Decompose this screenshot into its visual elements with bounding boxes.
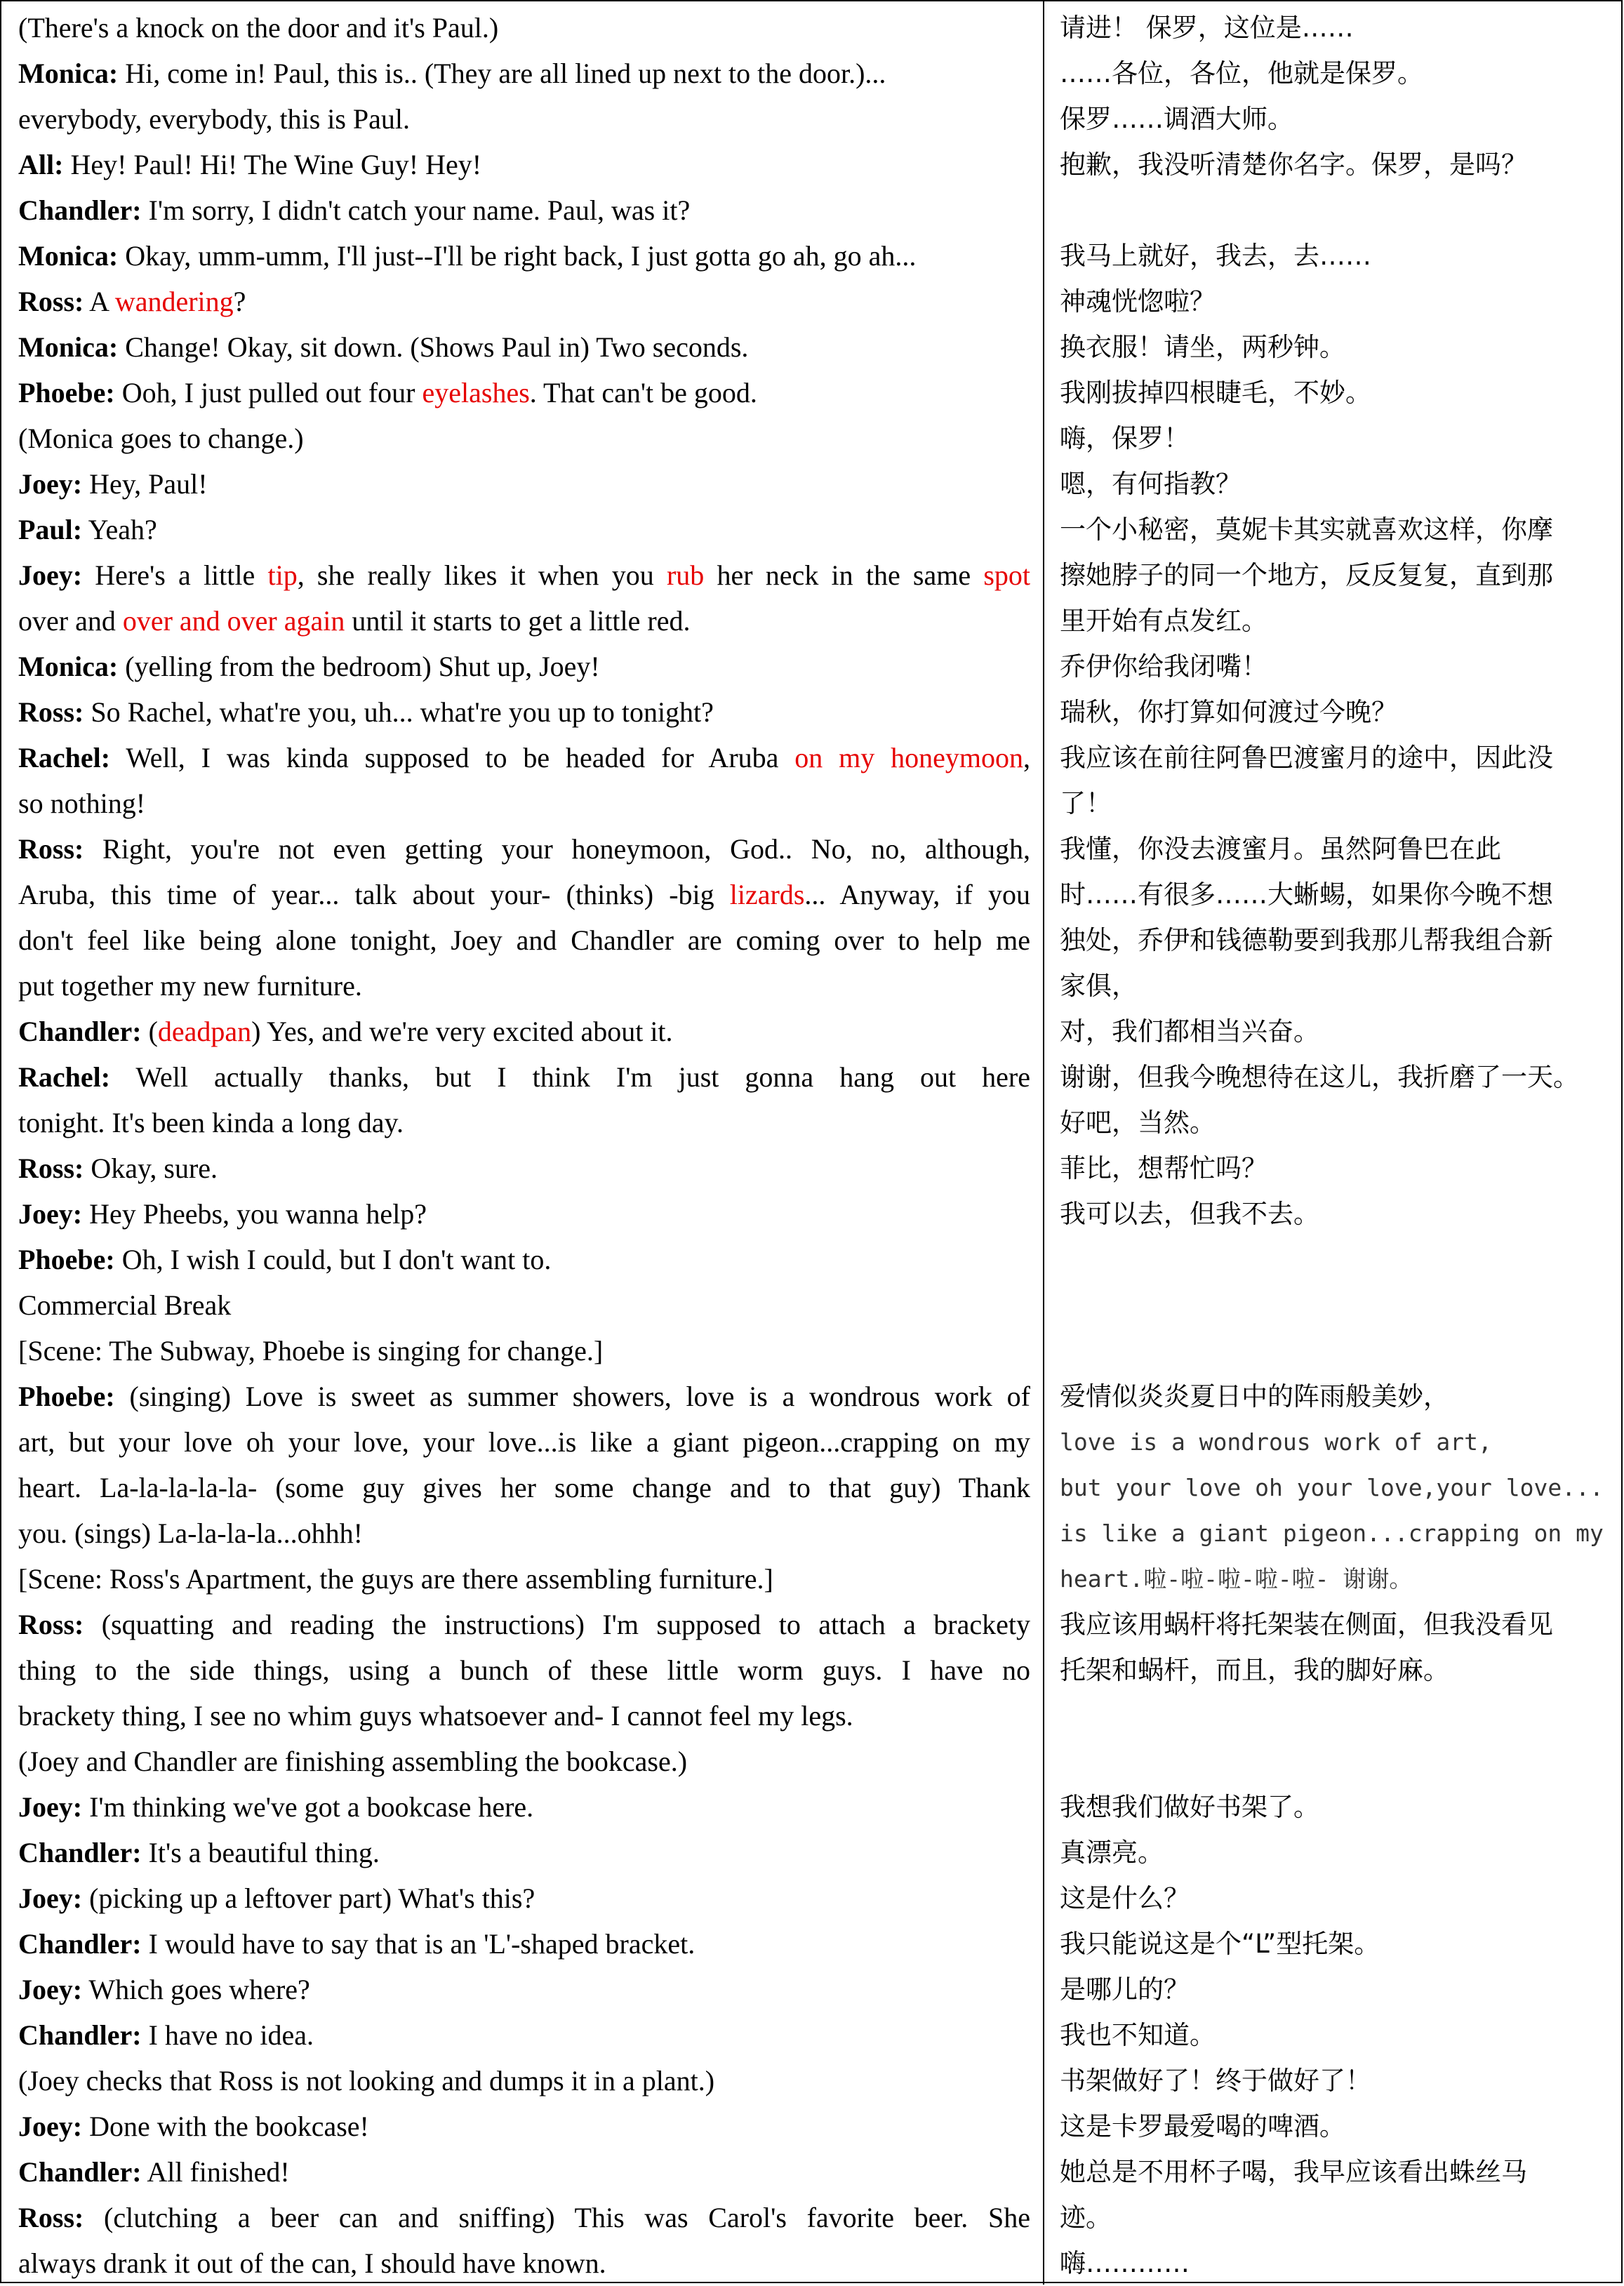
speaker-name: Ross: xyxy=(18,286,84,317)
dialogue-text: Oh, I wish I could, but I don't want to. xyxy=(114,1244,552,1275)
speaker-name: Chandler: xyxy=(18,1928,142,1960)
speaker-name: Chandler: xyxy=(18,2156,142,2188)
script-line xyxy=(1,1739,1043,1784)
highlighted-vocab: wandering xyxy=(114,286,234,317)
speaker-name: Monica: xyxy=(18,58,119,89)
script-line xyxy=(1,96,1043,142)
translation-line: 保罗……调酒大师。 xyxy=(1060,104,1293,134)
dialogue-text: don't feel like being alone tonight, Joey and Chandler are coming over to help me xyxy=(18,924,1030,956)
dialogue-text: (clutching a beer can and sniffing) This was Carol's favorite beer. She xyxy=(84,2202,1030,2233)
script-line xyxy=(1,735,1043,780)
speaker-name: Monica: xyxy=(18,651,119,682)
dialogue-text: Right, you're not even getting your honeymoon, God.. No, no, although, xyxy=(84,833,1030,865)
speaker-name: Joey: xyxy=(18,1882,83,1914)
dialogue-text: (yelling from the bedroom) Shut up, Joey! xyxy=(118,651,600,682)
highlighted-vocab: tip xyxy=(267,559,298,591)
script-line xyxy=(1,233,1043,279)
translation-line: 谢谢，但我今晚想待在这儿，我折磨了一天。 xyxy=(1060,1062,1579,1092)
translation-line: 迹。 xyxy=(1060,2202,1112,2233)
dialogue-text: Commercial Break xyxy=(18,1289,232,1321)
speaker-name: Ross: xyxy=(18,833,84,865)
script-line xyxy=(1,1100,1043,1145)
script-line xyxy=(1,1967,1043,2012)
dialogue-text: Okay, sure. xyxy=(84,1152,218,1184)
translation-line xyxy=(1044,1693,1624,1739)
translation-line: 瑞秋，你打算如何渡过今晚？ xyxy=(1060,697,1397,727)
script-line xyxy=(1,2104,1043,2149)
highlighted-vocab: over and over again xyxy=(122,605,345,637)
speaker-name: Chandler: xyxy=(18,1837,142,1868)
translation-line: 对，我们都相当兴奋。 xyxy=(1060,1016,1319,1046)
script-line xyxy=(1,2195,1043,2240)
speaker-name: Joey: xyxy=(18,2111,83,2142)
dialogue-text: everybody, everybody, this is Paul. xyxy=(18,103,411,135)
script-line xyxy=(1,644,1043,689)
dialogue-text: Hey Pheebs, you wanna help? xyxy=(82,1198,427,1230)
translation-line: heart.啦-啦-啦-啦-啦- 谢谢。 xyxy=(1060,1565,1413,1593)
dialogue-text: ... Anyway, if you xyxy=(804,879,1031,910)
dialogue-text: Hi, come in! Paul, this is.. (They are all lined up next to the door.)... xyxy=(118,58,886,89)
speaker-name: Joey: xyxy=(18,1974,83,2005)
script-line xyxy=(1,2058,1043,2104)
translation-line: 抱歉，我没听清楚你名字。保罗，是吗？ xyxy=(1060,149,1527,180)
script-line xyxy=(1,1602,1043,1647)
speaker-name: Phoebe: xyxy=(18,1244,115,1275)
dialogue-text: (picking up a leftover part) What's this? xyxy=(82,1882,535,1914)
script-line xyxy=(1,1465,1043,1510)
dialogue-text: [Scene: Ross's Apartment, the guys are there assembling furniture.] xyxy=(18,1563,773,1595)
script-line xyxy=(1,461,1043,507)
dialogue-text: [Scene: The Subway, Phoebe is singing for change.] xyxy=(18,1335,604,1367)
script-line xyxy=(1,1282,1043,1328)
translation-line: 请进！ 保罗，这位是…… xyxy=(1060,13,1354,43)
translation-line: 嗨………… xyxy=(1060,2248,1190,2278)
dialogue-text: ? xyxy=(233,286,246,317)
dialogue-text: All finished! xyxy=(141,2156,290,2188)
translation-line: 嗯，有何指教？ xyxy=(1060,469,1242,499)
translation-line: love is a wondrous work of art, xyxy=(1060,1428,1492,1456)
dialogue-text: Okay, umm-umm, I'll just--I'll be right back, I just gotta go ah, go ah... xyxy=(118,240,917,272)
translation-line: but your love oh your love,your love... xyxy=(1060,1474,1604,1501)
highlighted-vocab: eyelashes xyxy=(422,377,530,408)
translation-line: 我马上就好，我去，去…… xyxy=(1060,241,1371,271)
translation-line: 独处，乔伊和钱德勒要到我那儿帮我组合新 xyxy=(1060,925,1553,955)
translation-line: 我也不知道。 xyxy=(1060,2020,1216,2050)
speaker-name: Monica: xyxy=(18,240,119,272)
speaker-name: Phoebe: xyxy=(18,377,115,408)
dialogue-text: Here's a little xyxy=(82,559,268,591)
dialogue-text: put together my new furniture. xyxy=(18,970,362,1002)
dialogue-text: art, but your love oh your love, your love...is like a giant pigeon...crapping on my xyxy=(18,1426,1030,1458)
dialogue-text: A xyxy=(84,286,115,317)
dialogue-text: So Rachel, what're you, uh... what're you up to tonight? xyxy=(84,696,714,728)
script-line xyxy=(1,5,1043,51)
translation-line: 好吧，当然。 xyxy=(1060,1108,1216,1138)
script-line xyxy=(1,1374,1043,1419)
translation-line: 这是卡罗最爱喝的啤酒。 xyxy=(1060,2111,1345,2141)
dialogue-text: I have no idea. xyxy=(141,2019,314,2051)
dialogue-text: thing to the side things, using a bunch of these little worm guys. I have no xyxy=(18,1654,1030,1686)
script-line xyxy=(1,1510,1043,1556)
script-line xyxy=(1,1054,1043,1100)
script-line xyxy=(1,324,1043,370)
translation-line: 神魂恍惚啦？ xyxy=(1060,286,1216,317)
script-line xyxy=(1,2149,1043,2195)
speaker-name: All: xyxy=(18,149,64,180)
dialogue-text: (There's a knock on the door and it's Paul.) xyxy=(18,12,499,44)
translation-line: 时……有很多……大蜥蜴，如果你今晚不想 xyxy=(1060,879,1553,910)
speaker-name: Monica: xyxy=(18,331,119,363)
speaker-name: Rachel: xyxy=(18,1061,111,1093)
dialogue-text: Change! Okay, sit down. (Shows Paul in) Two seconds. xyxy=(118,331,749,363)
script-line xyxy=(1,1556,1043,1602)
highlighted-vocab: on my honeymoon xyxy=(794,742,1023,773)
highlighted-vocab: deadpan xyxy=(157,1016,252,1047)
dialogue-text: you. (sings) La-la-la-la...ohhh! xyxy=(18,1517,363,1549)
translation-line: 她总是不用杯子喝，我早应该看出蛛丝马 xyxy=(1060,2157,1527,2187)
dialogue-text: , xyxy=(1023,742,1030,773)
speaker-name: Ross: xyxy=(18,696,84,728)
speaker-name: Joey: xyxy=(18,1791,83,1823)
dialogue-text: (Joey checks that Ross is not looking and dumps it in a plant.) xyxy=(18,2065,715,2096)
script-line xyxy=(1,1191,1043,1237)
script-line xyxy=(1,142,1043,187)
script-line xyxy=(1,780,1043,826)
translation-line: 我刚拔掉四根睫毛，不妙。 xyxy=(1060,378,1371,408)
translation-line: 了！ xyxy=(1060,788,1112,818)
dialogue-text: Hey! Paul! Hi! The Wine Guy! Hey! xyxy=(63,149,482,180)
speaker-name: Ross: xyxy=(18,2202,84,2233)
script-line xyxy=(1,51,1043,96)
dialogue-text: tonight. It's been kinda a long day. xyxy=(18,1107,404,1138)
translation-line: 托架和蜗杆，而且，我的脚好麻。 xyxy=(1060,1655,1449,1685)
translation-line: 乔伊你给我闭嘴！ xyxy=(1060,651,1267,682)
translation-line: ……各位，各位，他就是保罗。 xyxy=(1060,58,1423,88)
translation-line: 擦她脖子的同一个地方，反反复复，直到那 xyxy=(1060,560,1553,590)
script-line xyxy=(1,1328,1043,1374)
translation-line xyxy=(1044,187,1624,233)
dialogue-text: , she really likes it when you xyxy=(297,559,667,591)
script-line xyxy=(1,598,1043,644)
script-line xyxy=(1,2012,1043,2058)
speaker-name: Ross: xyxy=(18,1609,84,1640)
translation-line: 家俱， xyxy=(1060,971,1138,1001)
translation-line xyxy=(1044,1237,1624,1282)
script-line xyxy=(1,689,1043,735)
dialogue-text: ) Yes, and we're very excited about it. xyxy=(251,1016,673,1047)
dialogue-text: heart. La-la-la-la-la- (some guy gives her some change and to that guy) Thank xyxy=(18,1472,1030,1503)
dialogue-text: over and xyxy=(18,605,123,637)
translation-line xyxy=(1044,1739,1624,1784)
translation-line: 里开始有点发红。 xyxy=(1060,606,1267,636)
highlighted-vocab: rub xyxy=(666,559,705,591)
script-line xyxy=(1,1693,1043,1739)
script-line xyxy=(1,1875,1043,1921)
speaker-name: Joey: xyxy=(18,559,83,591)
translation-line xyxy=(1044,1328,1624,1374)
dialogue-text: so nothing! xyxy=(18,788,146,819)
script-line xyxy=(1,279,1043,324)
dialogue-text: Well, I was kinda supposed to be headed for Aruba xyxy=(110,742,795,773)
translation-line: 这是什么？ xyxy=(1060,1883,1190,1913)
script-line xyxy=(1,1145,1043,1191)
speaker-name: Chandler: xyxy=(18,1016,142,1047)
translation-line: 一个小秘密，莫妮卡其实就喜欢这样，你摩 xyxy=(1060,514,1553,545)
script-line xyxy=(1,1009,1043,1054)
script-line xyxy=(1,1647,1043,1693)
speaker-name: Chandler: xyxy=(18,2019,142,2051)
translation-line: is like a giant pigeon...crapping on my xyxy=(1060,1520,1604,1547)
script-line xyxy=(1,826,1043,872)
script-line xyxy=(1,2240,1043,2286)
translation-line: 我可以去，但我不去。 xyxy=(1060,1199,1319,1229)
translation-line: 爱情似炎炎夏日中的阵雨般美妙， xyxy=(1060,1381,1449,1411)
speaker-name: Joey: xyxy=(18,1198,83,1230)
translation-line xyxy=(1044,1282,1624,1328)
script-line xyxy=(1,507,1043,552)
dialogue-text: Aruba, this time of year... talk about your- (thinks) -big xyxy=(18,879,730,910)
script-line xyxy=(1,370,1043,416)
script-line xyxy=(1,187,1043,233)
dialogue-text: Done with the bookcase! xyxy=(82,2111,369,2142)
dialogue-text: (Joey and Chandler are finishing assembling the bookcase.) xyxy=(18,1746,688,1777)
dialogue-text: Yeah? xyxy=(82,514,157,545)
translation-line: 书架做好了！终于做好了！ xyxy=(1060,2066,1371,2096)
translation-line: 我应该用蜗杆将托架装在侧面，但我没看见 xyxy=(1060,1609,1553,1640)
dialogue-text: . That can't be good. xyxy=(529,377,757,408)
script-line xyxy=(1,872,1043,917)
dialogue-text: her neck in the same xyxy=(704,559,984,591)
dialogue-text: Well actually thanks, but I think I'm just gonna hang out here xyxy=(110,1061,1030,1093)
script-line xyxy=(1,1419,1043,1465)
dialogue-text: (Monica goes to change.) xyxy=(18,423,304,454)
highlighted-vocab: spot xyxy=(983,559,1031,591)
dialogue-text: Which goes where? xyxy=(82,1974,310,2005)
speaker-name: Chandler: xyxy=(18,194,142,226)
dialogue-text: Ooh, I just pulled out four xyxy=(114,377,422,408)
translation-line: 我应该在前往阿鲁巴渡蜜月的途中，因此没 xyxy=(1060,743,1553,773)
translation-line: 真漂亮。 xyxy=(1060,1838,1164,1868)
script-line xyxy=(1,552,1043,598)
script-line xyxy=(1,1921,1043,1967)
speaker-name: Joey: xyxy=(18,468,83,500)
speaker-name: Phoebe: xyxy=(18,1381,115,1412)
script-line xyxy=(1,963,1043,1009)
dialogue-text: until it starts to get a little red. xyxy=(345,605,691,637)
highlighted-vocab: lizards xyxy=(729,879,805,910)
script-line xyxy=(1,416,1043,461)
dialogue-text: ( xyxy=(141,1016,158,1047)
translation-line: 我懂，你没去渡蜜月。虽然阿鲁巴在此 xyxy=(1060,834,1501,864)
dialogue-text: It's a beautiful thing. xyxy=(141,1837,380,1868)
script-line xyxy=(1,1237,1043,1282)
script-line xyxy=(1,1784,1043,1830)
script-line xyxy=(1,1830,1043,1875)
translation-line: 菲比，想帮忙吗？ xyxy=(1060,1153,1267,1183)
translation-line: 我只能说这是个“L”型托架。 xyxy=(1060,1929,1380,1959)
dialogue-text: Hey, Paul! xyxy=(82,468,208,500)
script-line xyxy=(1,917,1043,963)
translation-line: 是哪儿的？ xyxy=(1060,1974,1190,2005)
translation-line: 换衣服！请坐，两秒钟。 xyxy=(1060,332,1345,362)
dialogue-text: always drank it out of the can, I should have known. xyxy=(18,2247,606,2279)
dialogue-text: I'm sorry, I didn't catch your name. Paul, was it? xyxy=(141,194,691,226)
dialogue-text: brackety thing, I see no whim guys whatsoever and- I cannot feel my legs. xyxy=(18,1700,853,1732)
speaker-name: Rachel: xyxy=(18,742,111,773)
translation-line: 我想我们做好书架了。 xyxy=(1060,1792,1319,1822)
dialogue-text: I would have to say that is an 'L'-shaped bracket. xyxy=(141,1928,695,1960)
speaker-name: Paul: xyxy=(18,514,83,545)
translation-line: 嗨，保罗！ xyxy=(1060,423,1190,453)
dialogue-text: I'm thinking we've got a bookcase here. xyxy=(82,1791,534,1823)
dialogue-text: (squatting and reading the instructions) I'm supposed to attach a brackety xyxy=(84,1609,1030,1640)
dialogue-text: (singing) Love is sweet as summer showers, love is a wondrous work of xyxy=(114,1381,1030,1412)
speaker-name: Ross: xyxy=(18,1152,84,1184)
